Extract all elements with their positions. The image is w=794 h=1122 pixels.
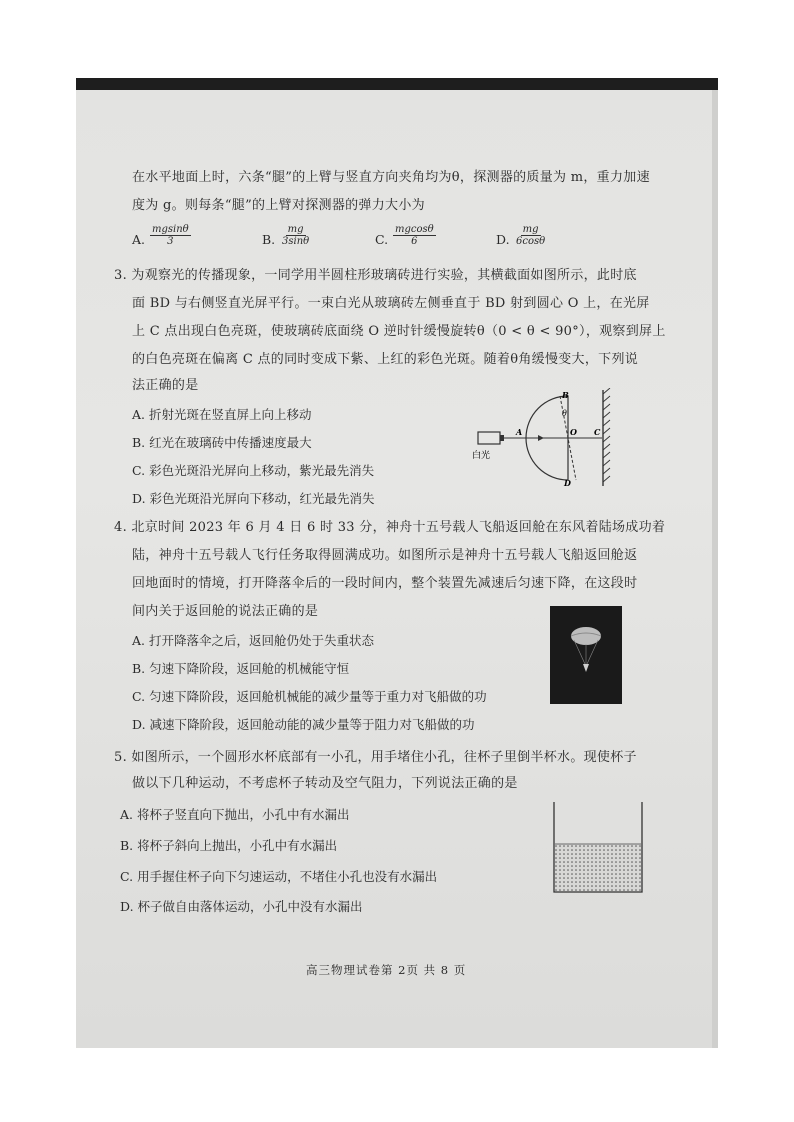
q2-option-c-numerator: mgcosθ	[395, 224, 434, 235]
q2-option-d-label: D.	[496, 232, 510, 247]
point-b-label: B	[562, 390, 569, 400]
screen-hatching	[603, 388, 610, 482]
q5-option-c: C. 用手握住杯子向下匀速运动，不堵住小孔也没有水漏出	[120, 869, 438, 884]
q2-option-d-denominator: 6cosθ	[516, 236, 546, 247]
q2-option-a-label: A.	[132, 232, 146, 247]
parachute-canopy	[571, 627, 601, 645]
q2-option-d-numerator: mg	[522, 224, 539, 235]
source-label: 白光	[472, 451, 491, 461]
q4-option-b: B. 匀速下降阶段，返回舱的机械能守恒	[132, 661, 350, 676]
q2-option-c-denominator: 6	[411, 236, 418, 247]
q2-option-b-numerator: mg	[287, 224, 304, 235]
q2-option-c-fraction	[393, 224, 436, 247]
q4-stem-line-1: 4. 北京时间 2023 年 6 月 4 日 6 时 33 分，神舟十五号载人飞船返回舱在东风着陆场成功着	[114, 520, 666, 535]
q3-option-a: A. 折射光斑在竖直屏上向上移动	[132, 407, 312, 422]
q3-option-c: C. 彩色光斑沿光屏向上移动，紫光最先消失	[132, 463, 375, 478]
point-c-label: C	[594, 427, 601, 437]
q5-option-b: B. 将杯子斜向上抛出，小孔中有水漏出	[120, 838, 338, 853]
ray-arrow	[538, 435, 544, 441]
q2-option-a-numerator: mgsinθ	[152, 224, 189, 235]
q4-stem-line-2: 陆，神舟十五号载人飞行任务取得圆满成功。如图所示是神舟十五号载人飞船返回舱返	[132, 548, 638, 563]
theta-label: θ	[562, 409, 567, 418]
page-footer: 高三物理试卷第 2页 共 8 页	[306, 963, 467, 977]
q2-option-b-fraction	[280, 224, 311, 247]
point-a-label: A	[516, 427, 523, 437]
q2-option-c-label: C.	[375, 232, 389, 247]
q4-option-c: C. 匀速下降阶段，返回舱机械能的减少量等于重力对飞船做的功	[132, 689, 487, 704]
q4-stem-line-4: 间内关于返回舱的说法正确的是	[132, 604, 319, 619]
q2-option-a-denominator: 3	[167, 236, 174, 247]
q2-stem-line-1: 在水平地面上时，六条“腿”的上臂与竖直方向夹角均为θ，探测器的质量为 m，重力加速	[132, 170, 650, 185]
light-source-nozzle	[500, 435, 504, 441]
q3-option-b: B. 红光在玻璃砖中传播速度最大	[132, 435, 312, 450]
q3-stem-line-5: 法正确的是	[132, 378, 199, 393]
q3-stem-line-4: 的白色亮斑在偏离 C 点的同时变成下紫、上红的彩色光斑。随着θ角缓慢变大，下列说	[132, 352, 639, 367]
q5-cup-diagram	[550, 800, 646, 896]
cup-water	[555, 844, 641, 891]
q5-option-d: D. 杯子做自由落体运动，小孔中没有水漏出	[120, 899, 363, 914]
point-d-label: D	[564, 478, 571, 488]
q3-stem-line-3: 上 C 点出现白色亮斑，使玻璃砖底面绕 O 逆时针缓慢旋转θ（0 < θ < 90°），观察到屏上	[132, 324, 666, 339]
q4-stem-line-3: 回地面时的情境，打开降落伞后的一段时间内，整个装置先减速后匀速下降，在这段时	[132, 576, 638, 591]
q3-glass-diagram	[470, 388, 620, 488]
point-o-label: O	[570, 427, 577, 437]
q3-stem-line-2: 面 BD 与右侧竖直光屏平行。一束白光从玻璃砖左侧垂直于 BD 射到圆心 O 上，在光屏	[132, 296, 650, 311]
q2-option-d-fraction	[514, 224, 547, 247]
q5-stem-line-1: 5. 如图所示，一个圆形水杯底部有一小孔，用手堵住小孔，往杯子里倒半杯水。现使杯子	[114, 750, 637, 765]
q4-option-a: A. 打开降落伞之后，返回舱仍处于失重状态	[132, 633, 374, 648]
page-edge	[712, 90, 718, 1048]
q2-option-b-denominator: 3sinθ	[282, 236, 310, 247]
q2-option-b-label: B.	[262, 232, 276, 247]
q5-stem-line-2: 做以下几种运动，不考虑杯子转动及空气阻力，下列说法正确的是	[132, 776, 518, 791]
photo-dark-edge	[76, 78, 718, 90]
q5-option-a: A. 将杯子竖直向下抛出，小孔中有水漏出	[120, 807, 350, 822]
q3-option-d: D. 彩色光斑沿光屏向下移动，红光最先消失	[132, 491, 375, 506]
q4-parachute-photo	[550, 606, 622, 704]
q2-stem-line-2: 度为 g。则每条“腿”的上臂对探测器的弹力大小为	[132, 198, 425, 213]
light-source-box	[478, 432, 500, 444]
q3-stem-line-1: 3. 为观察光的传播现象，一同学用半圆柱形玻璃砖进行实验，其横截面如图所示，此时底	[114, 268, 637, 283]
q4-option-d: D. 减速下降阶段，返回舱动能的减少量等于阻力对飞船做的功	[132, 717, 475, 732]
q2-option-a-fraction	[150, 224, 191, 247]
